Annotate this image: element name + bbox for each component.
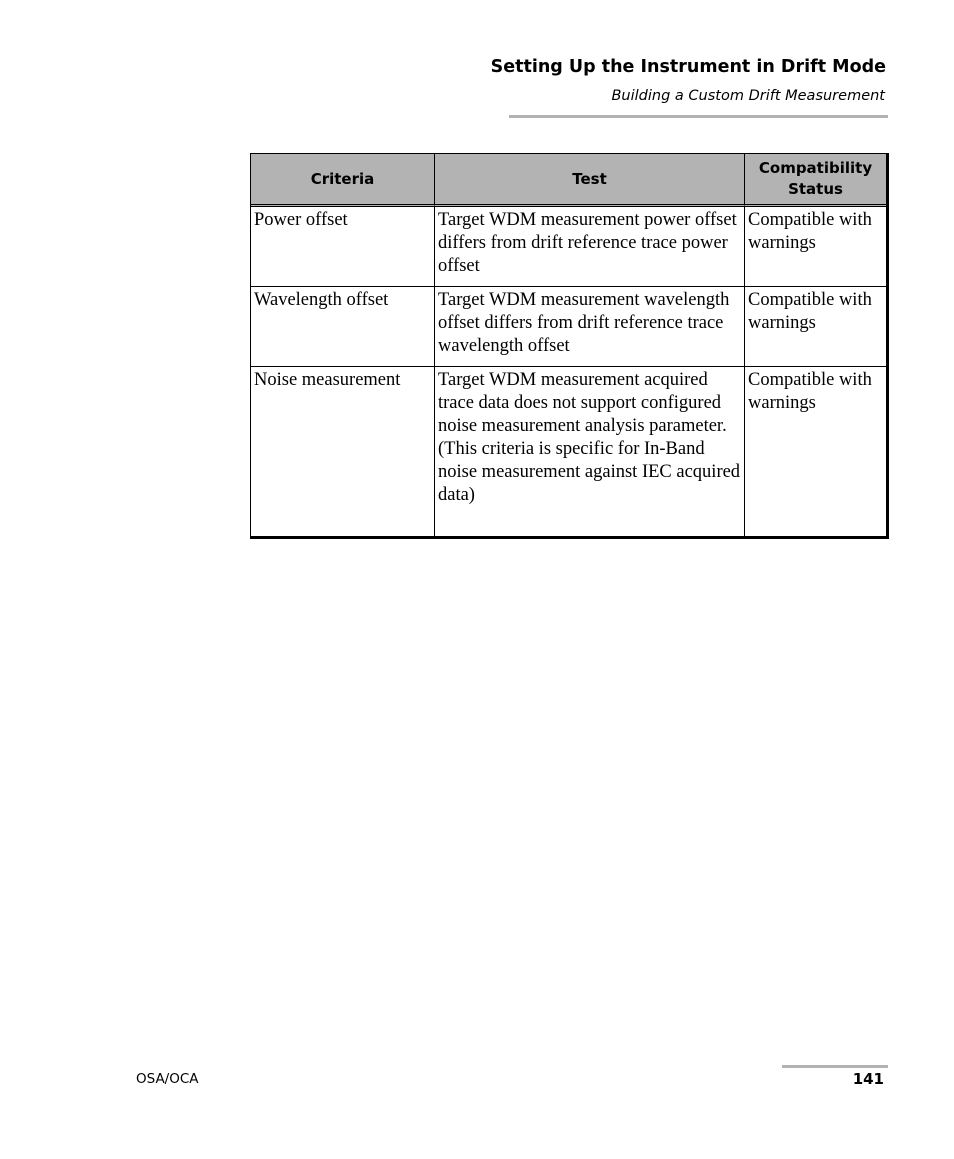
header-divider [509,115,888,118]
status-cell: Compatible with warnings [744,366,886,536]
test-cell: Target WDM measurement power offset differs from drift reference trace power offset [434,207,744,286]
criteria-cell: Noise measurement [251,366,434,536]
test-cell: Target WDM measurement wavelength offset differs from drift reference trace wavelength offset [434,286,744,366]
page-number: 141 [852,1070,884,1088]
table-row [251,286,886,366]
footer-product-name: OSA/OCA [136,1071,199,1087]
column-header-criteria: Criteria [251,154,434,207]
table-header-row [251,154,886,207]
criteria-cell: Wavelength offset [251,286,434,366]
status-cell: Compatible with warnings [744,207,886,286]
criteria-cell: Power offset [254,210,348,230]
compatibility-criteria-table [250,153,889,539]
column-header-compatibility-status: Compatibility Status [744,154,886,207]
table-row [251,366,886,536]
page-title: Setting Up the Instrument in Drift Mode [490,57,886,77]
test-cell: Target WDM measurement acquired trace data does not support configured noise measurement analysis parameter. (This criteria is specific for In-Band noise measurement against IEC acquired data) [434,366,744,536]
column-header-test: Test [434,154,744,207]
page-subtitle: Building a Custom Drift Measurement [611,88,885,104]
table-row [251,207,886,286]
footer-divider [782,1065,888,1068]
status-cell: Compatible with warnings [744,286,886,366]
